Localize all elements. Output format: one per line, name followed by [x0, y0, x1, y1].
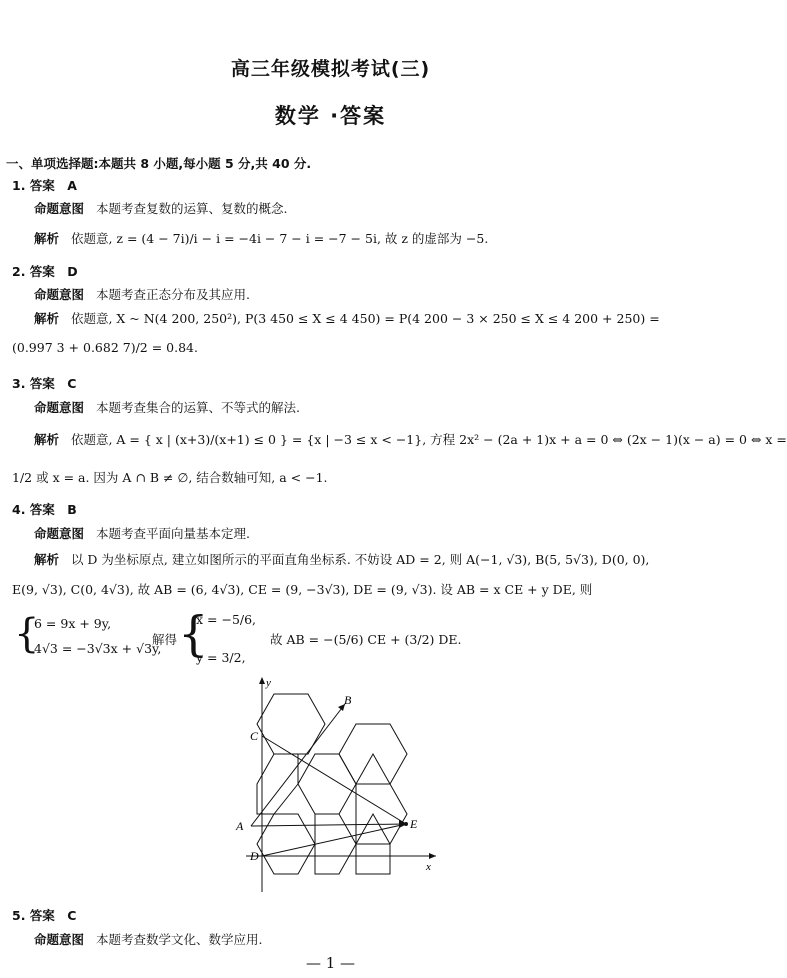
vector-lines: [251, 704, 406, 856]
axis-y-label: y: [266, 677, 271, 689]
sys1-brace: {: [14, 611, 40, 657]
q3-analysis-line1: [34, 430, 787, 448]
q3-analysis-line2: 1/2 或 x = a. 因为 A ∩ B ≠ ∅, 结合数轴可知, a < −1.: [12, 470, 328, 485]
sys1-line1: 6 = 9x + 9y,: [34, 616, 112, 631]
q4-analysis-text1: 以 D 为坐标原点, 建立如图所示的平面直角坐标系. 不妨设 AD = 2, 则 A(−1, √3), B(5, 5√3), D(0, 0),: [70, 552, 650, 567]
q1-intent-label: 命题意图: [34, 201, 85, 216]
sys1-line2: 4√3 = −3√3x + √3y,: [34, 641, 162, 656]
q3-answer: 3. 答案 C: [12, 376, 77, 391]
sys2-line1: x = −5/6,: [196, 612, 257, 627]
vector-AB: [251, 704, 345, 826]
q1-analysis-text: 依题意, z = (4 − 7i)/i − i = −4i − 7 − i = −7 − 5i, 故 z 的虚部为 −5.: [70, 231, 489, 246]
solve-label: 解得: [152, 632, 178, 647]
q1-analysis: [34, 229, 488, 247]
q4-intent-text: 本题考查平面向量基本定理.: [95, 526, 250, 541]
label-D: D: [250, 849, 259, 863]
axis-x-label: x: [426, 861, 431, 873]
q3-intent: [34, 398, 300, 416]
vector-CE: [262, 736, 406, 824]
q5-answer: 5. 答案 C: [12, 908, 77, 923]
q3-intent-text: 本题考查集合的运算、不等式的解法.: [95, 400, 300, 415]
sys2-brace: {: [178, 606, 209, 662]
y-axis-arrow-icon: [259, 677, 265, 684]
hexagon-figure: [226, 674, 446, 896]
hexagon: [257, 694, 325, 754]
q1-intent-text: 本题考查复数的运算、复数的概念.: [95, 201, 288, 216]
label-A: A: [236, 819, 244, 833]
q4-intent-label: 命题意图: [34, 526, 85, 541]
q4-analysis-line1: [34, 550, 649, 568]
page-number: — 1 —: [305, 954, 356, 972]
document-subtitle: 数学 ·答案: [274, 104, 387, 128]
q2-answer: 2. 答案 D: [12, 264, 78, 279]
q2-analysis-line1: [34, 309, 660, 327]
label-B: B: [344, 693, 352, 707]
q4-analysis-label: 解析: [34, 552, 60, 567]
document-title: 高三年级模拟考试(三): [230, 58, 431, 80]
q2-analysis-line2: (0.997 3 + 0.682 7)/2 = 0.84.: [12, 340, 198, 355]
q1-intent: [34, 199, 287, 217]
hexagon: [315, 814, 356, 874]
sys2-line2: y = 3/2,: [196, 650, 246, 665]
q1-answer: 1. 答案 A: [12, 178, 77, 193]
q5-intent-text: 本题考查数学文化、数学应用.: [95, 932, 263, 947]
q2-intent-label: 命题意图: [34, 287, 85, 302]
q2-intent: [34, 285, 250, 303]
hexagon: [257, 754, 298, 814]
label-E: E: [410, 817, 418, 831]
q5-intent: [34, 930, 262, 948]
q1-analysis-label: 解析: [34, 231, 60, 246]
section-heading: 一、单项选择题:本题共 8 小题,每小题 5 分,共 40 分.: [6, 156, 312, 171]
q5-intent-label: 命题意图: [34, 932, 85, 947]
point-E-dot: [404, 822, 408, 826]
x-axis-arrow-icon: [429, 853, 436, 859]
q2-intent-text: 本题考查正态分布及其应用.: [95, 287, 250, 302]
q4-conclusion: 故 AB = −(5/6) CE + (3/2) DE.: [270, 632, 462, 647]
q3-analysis-label: 解析: [34, 432, 60, 447]
q3-intent-label: 命题意图: [34, 400, 85, 415]
q2-analysis-label: 解析: [34, 311, 60, 326]
label-C: C: [250, 729, 259, 743]
q4-answer: 4. 答案 B: [12, 502, 77, 517]
q4-intent: [34, 524, 250, 542]
q2-analysis-text1: 依题意, X ~ N(4 200, 250²), P(3 450 ≤ X ≤ 4 450) = P(4 200 − 3 × 250 ≤ X ≤ 4 200 + 250) =: [70, 311, 660, 326]
vector-DE: [262, 824, 406, 856]
q4-analysis-line2: E(9, √3), C(0, 4√3), 故 AB = (6, 4√3), CE = (9, −3√3), DE = (9, √3). 设 AB = x CE + y DE, 则: [12, 582, 593, 597]
q3-analysis-text1: 依题意, A = { x | (x+3)/(x+1) ≤ 0 } = {x | −3 ≤ x < −1}, 方程 2x² − (2a + 1)x + a = 0 ⇔ (2x − 1)(x − a) = 0 ⇔ x =: [70, 432, 787, 447]
hexagon: [257, 814, 315, 874]
segment-AE: [251, 824, 406, 826]
